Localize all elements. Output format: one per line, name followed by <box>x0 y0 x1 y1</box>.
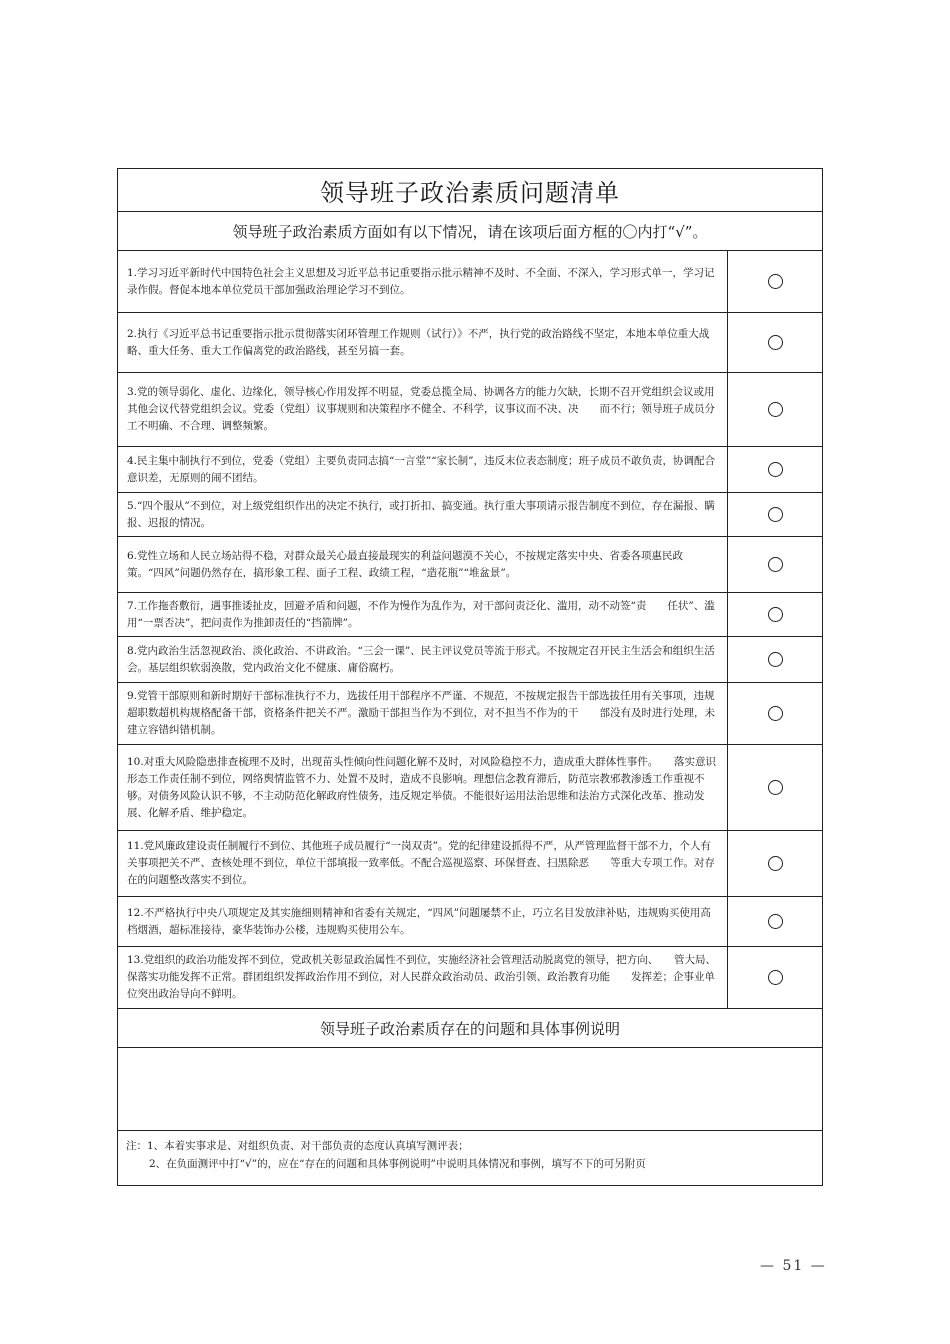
checklist-row <box>118 831 822 897</box>
check-circle[interactable] <box>768 402 783 417</box>
check-circle[interactable] <box>768 607 783 622</box>
checklist-row <box>118 683 822 745</box>
check-circle[interactable] <box>768 462 783 477</box>
check-circle[interactable] <box>768 507 783 522</box>
check-circle[interactable] <box>768 557 783 572</box>
note-line-1: 注：1、本着实事求是、对组织负责、对干部负责的态度认真填写测评表； <box>126 1140 469 1152</box>
checklist-row <box>118 373 822 447</box>
checklist-row <box>118 897 822 947</box>
form-title: 领导班子政治素质问题清单 <box>118 169 822 212</box>
item-text: 6.党性立场和人民立场站得不稳，对群众最关心最直接最现实的利益问题漠不关心，不按规定落实中央、省委各项惠民政策。“四风”问题仍然存在，搞形象工程、面子工程、政绩工程，“造花瓶”“堆盆景”。 <box>127 549 684 579</box>
item-text: 3.党的领导弱化、虚化、边缘化，领导核心作用发挥不明显，党委总揽全局、协调各方的能力欠缺，长期不召开党组织会议或用其他会议代替党组织会议。党委（党组）议事规则和决策程序不健全、不科学，议事议而不决、决 而不行；领导班子成员分工不明确、不合理、调整频繁。 <box>127 386 715 432</box>
checklist-row <box>118 947 822 1009</box>
form-notes <box>118 1131 822 1185</box>
check-circle[interactable] <box>768 652 783 667</box>
explanation-input-area[interactable] <box>118 1048 822 1131</box>
note-line-2: 2、在负面测评中打“√”的，应在“存在的问题和具体事例说明”中说明具体情况和事例，填写不下的可另附页 <box>149 1158 646 1170</box>
checklist-row <box>118 493 822 537</box>
item-text: 7.工作拖沓敷衍，遇事推诿扯皮，回避矛盾和问题，不作为慢作为乱作为，对干部问责泛化、滥用，动不动签“责 任状”、滥用“一票否决”，把问责作为推卸责任的“挡箭牌”。 <box>127 599 715 629</box>
explanation-heading: 领导班子政治素质存在的问题和具体事例说明 <box>118 1009 822 1048</box>
item-text: 2.执行《习近平总书记重要指示批示贯彻落实闭环管理工作规则（试行）》不严，执行党的政治路线不坚定，本地本单位重大战略、重大任务、重大工作偏离党的政治路线，甚至另搞一套。 <box>127 327 710 357</box>
check-circle[interactable] <box>768 335 783 350</box>
checklist-row <box>118 313 822 373</box>
check-circle[interactable] <box>768 914 783 929</box>
item-text: 9.党管干部原则和新时期好干部标准执行不力，选拔任用干部程序不严谨、不规范，不按规定报告干部选拔任用有关事项，违规超职数超机构规格配备干部，资格条件把关不严。激励干部担当作为不到位，对不担当不作为的干 部没有及时进行处理，未建立容错纠错机制。 <box>127 690 715 736</box>
page-number: — 51 — <box>760 1258 827 1274</box>
checklist-row <box>118 745 822 831</box>
item-text: 13.党组织的政治功能发挥不到位，党政机关彰显政治属性不到位，实施经济社会管理活动脱离党的领导，把方向、 管大局、保落实功能发挥不正常。群团组织发挥政治作用不到位，对人民群众政治动员、政治引领、政治教育功能 发挥差；企事业单位突出政治导向不鲜明。 <box>127 954 716 1000</box>
item-text: 8.党内政治生活忽视政治、淡化政治、不讲政治。“三会一课”、民主评议党员等流于形式。不按规定召开民主生活会和组织生活会。基层组织软弱涣散，党内政治文化不健康、庸俗腐朽。 <box>127 644 715 674</box>
check-circle[interactable] <box>768 856 783 871</box>
item-text: 1.学习习近平新时代中国特色社会主义思想及习近平总书记重要指示批示精神不及时、不全面、不深入，学习形式单一，学习记录作假。督促本地本单位党员干部加强政治理论学习不到位。 <box>127 266 715 296</box>
checklist-row <box>118 537 822 593</box>
item-text: 5.“四个服从”不到位，对上级党组织作出的决定不执行，或打折扣、搞变通。执行重大事项请示报告制度不到位，存在漏报、瞒报、迟报的情况。 <box>127 499 715 529</box>
item-text: 4.民主集中制执行不到位，党委（党组）主要负责同志搞“一言堂”“家长制”，违反末位表态制度；班子成员不敢负责，协调配合意识差，无原则的闹不团结。 <box>127 454 715 484</box>
form-instruction: 领导班子政治素质方面如有以下情况，请在该项后面方框的〇内打“√”。 <box>118 212 822 251</box>
checklist-row <box>118 593 822 637</box>
item-text: 10.对重大风险隐患排查梳理不及时，出现苗头性倾向性问题化解不及时，对风险稳控不力，造成重大群体性事件。 落实意识形态工作责任制不到位，网络舆情监管不力、处置不及时，造成不良影响。理想信念教育滞后，防范宗教邪教渗透工作重视不够。对债务风险认识不够，不主动防范化解政府性债务，违反规定举债。不能很好运用法治思维和法治方式深化改革、推动发展、化解矛盾、维护稳定。 <box>127 755 716 819</box>
check-circle[interactable] <box>768 274 783 289</box>
check-circle[interactable] <box>768 706 783 721</box>
checklist-row <box>118 637 822 683</box>
check-circle[interactable] <box>768 780 783 795</box>
checklist-row <box>118 447 822 493</box>
check-circle[interactable] <box>768 970 783 985</box>
item-text: 12.不严格执行中央八项规定及其实施细则精神和省委有关规定，“四风”问题屡禁不止，巧立名目发放津补贴，违规购买使用高档烟酒，超标准接待，豪华装饰办公楼，违规购买使用公车。 <box>127 906 711 936</box>
evaluation-form <box>117 168 823 1186</box>
item-text: 11.党风廉政建设责任制履行不到位、其他班子成员履行“一岗双责”。党的纪律建设抓得不严，从严管理监督干部不力，个人有关事项把关不严、查核处理不到位，单位干部填报一致率低。不配合巡视巡察、环保督查、扫黑除恶 等重大专项工作。对存在的问题整改落实不到位。 <box>127 840 715 886</box>
checklist-row <box>118 251 822 313</box>
